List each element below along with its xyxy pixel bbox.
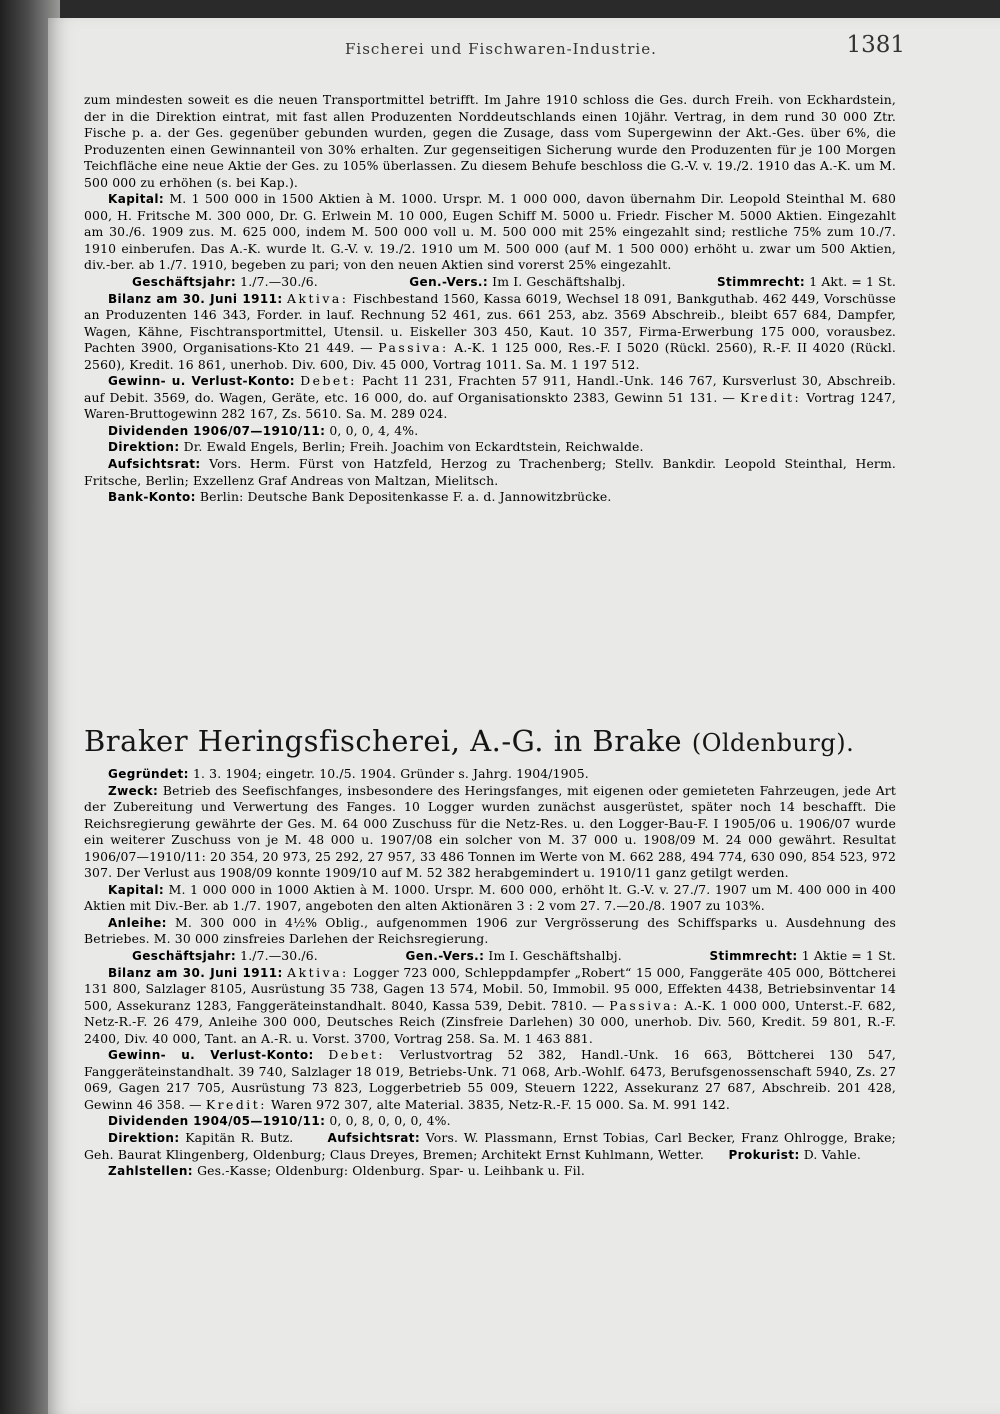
dividenden-label: Dividenden 1906/07—1910/11:	[108, 423, 326, 438]
gen-vers-label: Gen.-Vers.:	[405, 949, 485, 964]
section-fischerei-continued	[84, 92, 896, 506]
gegruendet-label: Gegründet:	[108, 767, 189, 781]
bilanz-label: Bilanz am 30. Juni 1911:	[108, 291, 283, 306]
gen-vers-label: Gen.-Vers.:	[409, 275, 489, 290]
section-braker-heringsfischerei	[84, 766, 896, 1180]
bank-konto-label: Bank-Konto:	[108, 490, 196, 505]
zahlstellen-label: Zahlstellen:	[108, 1164, 193, 1179]
company-location: (Oldenburg).	[691, 729, 855, 757]
intro-paragraph: zum mindesten soweit es die neuen Transportmittel betrifft. Im Jahre 1910 schloss die Ges. durch Freih. von Eckhardstein, der in die Direktion eintrat, mit fast allen Produzenten Norddeutschlands einen 10jähr. Vertrag, in dem rund 30 000 Ztr. Fische p. a. der Ges. gegenüber gebunden wurden, gegen die Zusage, dass vom Supergewinn der Akt.-Ges. über 6%, die Produzenten einen Gewinnanteil von 30% erhalten. Zur gegenseitigen Sicherung wurde den Produzenten für je 100 Morgen Teichfläche eine neue Aktie der Ges. zu 105% überlassen. Zu diesem Behufe beschloss die G.-V. v. 19./2. 1910 das A.-K. um M. 500 000 zu erhöhen (s. bei Kap.).	[84, 92, 897, 190]
bank-konto-paragraph: Bank-Konto: Berlin: Deutsche Bank Depositenkasse F. a. d. Jannowitzbrücke.	[108, 489, 612, 505]
page-header	[345, 30, 905, 60]
bilanz-label: Bilanz am 30. Juni 1911:	[108, 965, 283, 980]
aufsichtsrat-label: Aufsichtsrat:	[327, 1131, 421, 1146]
stimmrecht-label: Stimmrecht:	[716, 275, 806, 290]
page-number: 1381	[846, 32, 905, 58]
kapital-paragraph: Kapital: M. 1 500 000 in 1500 Aktien à M. 1000. Urspr. M. 1 000 000, davon übernahm Dir. Leopold Steinthal M. 680 000, H. Fritsche M. 300 000, Dr. G. Erlwein M. 10 000, Eugen Schiff M. 5000 u. Friedr. Fischer M. 5000 Aktien. Eingezahlt am 30./6. 1909 zus. M. 625 000, indem M. 500 000 voll u. M. 500 000 mit 25% eingezahlt sind; restliche 75% zum 10./7. 1910 einberufen. Das A.-K. wurde lt. G.-V. v. 19./2. 1910 um M. 500 000 (auf M. 1 500 000) erhöht u. zwar um 500 Aktien, div.-ber. ab 1./7. 1910, begeben zu pari; von den neuen Aktien sind vorerst 25% eingezahlt.	[84, 191, 897, 273]
guv-paragraph: Gewinn- u. Verlust-Konto: Debet: Verlustvortrag 52 382, Handl.-Unk. 16 663, Böttcherei 130 547, Fanggeräteinstandhalt. 39 740, Salzlager 18 019, Betriebs-Unk. 71 068, Arb.-Wohlf. 6473, Berufsgenossenschaft 5940, Zs. 27 069, Gagen 217 705, Ausrüstung 73 823, Loggerbetrieb 55 009, Steuern 1222, Assekuranz 27 687, Abschreib. 201 428, Gewinn 46 358. — Kredit: Waren 972 307, alte Material. 3835, Netz-R.-F. 15 000. Sa. M. 991 142.	[84, 1047, 896, 1112]
kapital-paragraph: Kapital: M. 1 000 000 in 1000 Aktien à M. 1000. Urspr. M. 600 000, erhöht lt. G.-V. v. 27./7. 1907 um M. 400 000 in 400 Aktien mit Div.-Ber. ab 1./7. 1907, angeboten den alten Aktionären 3 : 2 vom 27. 7.—20./8. 1907 zu 103%.	[84, 881, 896, 914]
bilanz-paragraph: Bilanz am 30. Juni 1911: Aktiva: Fischbestand 1560, Kassa 6019, Wechsel 18 091, Bankguthab. 462 449, Vorschüsse an Produzenten 146 343, Forder. in lauf. Rechnung 52 461, zus. 661 253, abz. 3569 Abschreib., bleibt 657 684, Dampfer, Wagen, Kähne, Fischtransportmittel, Utensil. u. Eiskeller 303 450, Kaut. 10 357, Firma-Erwerbung 175 000, vorausbez. Pachten 3900, Organisations-Kto 21 449. — Passiva: A.-K. 1 125 000, Res.-F. I 5020 (Rückl. 2560), R.-F. II 4020 (Rückl. 2560), Kredit. 16 861, unerhob. Div. 600, Div. 45 000, Vortrag 1011. Sa. M. 1 197 512.	[84, 290, 897, 372]
geschaeftsjahr-row: Geschäftsjahr: 1./7.—30./6. Gen.-Vers.: Im I. Geschäftshalbj. Stimmrecht: 1 Aktie = 1 St.	[132, 948, 896, 964]
geschaeftsjahr-row: Geschäftsjahr: 1./7.—30./6. Gen.-Vers.: Im I. Geschäftshalbj. Stimmrecht: 1 Akt. = 1 St.	[132, 274, 896, 290]
geschaeftsjahr-label: Geschäftsjahr:	[132, 949, 237, 964]
aufsichtsrat-paragraph: Aufsichtsrat: Vors. Herm. Fürst von Hatzfeld, Herzog zu Trachenberg; Stellv. Bankdir. Leopold Steinthal, Herm. Fritsche, Berlin; Exzellenz Graf Andreas von Maltzan, Mielitsch.	[84, 456, 896, 488]
guv-label: Gewinn- u. Verlust-Konto:	[108, 374, 295, 389]
stimmrecht-label: Stimmrecht:	[709, 949, 798, 964]
gegruendet-paragraph: Gegründet: 1. 3. 1904; eingetr. 10./5. 1904. Gründer s. Jahrg. 1904/1905.	[108, 766, 589, 781]
prokurist-label: Prokurist:	[728, 1147, 800, 1162]
anleihe-paragraph: Anleihe: M. 300 000 in 4½% Oblig., aufgenommen 1906 zur Vergrösserung des Schiffsparks u. Ausdehnung des Betriebes. M. 30 000 zinsfreies Darlehen der Reichsregierung.	[84, 914, 896, 947]
guv-paragraph: Gewinn- u. Verlust-Konto: Debet: Pacht 11 231, Frachten 57 911, Handl.-Unk. 146 767, Kursverlust 30, Abschreib. auf Debit. 3569, do. Wagen, Geräte, etc. 16 000, do. auf Organisationskto 2383, Gewinn 51 131. — Kredit: Vortrag 1247, Waren-Bruttogewinn 282 167, Zs. 5610. Sa. M. 289 024.	[84, 373, 897, 422]
direktion-paragraph: Direktion: Dr. Ewald Engels, Berlin; Freih. Joachim von Eckardtstein, Reichwalde.	[108, 439, 644, 455]
dividenden-label: Dividenden 1904/05—1910/11:	[108, 1114, 326, 1129]
dividenden-paragraph: Dividenden 1904/05—1910/11: 0, 0, 8, 0, 0, 0, 4%.	[108, 1113, 451, 1129]
anleihe-label: Anleihe:	[108, 915, 167, 930]
direktion-label: Direktion:	[108, 440, 180, 455]
dividenden-paragraph: Dividenden 1906/07—1910/11: 0, 0, 0, 4, 4%.	[108, 422, 419, 438]
geschaeftsjahr-label: Geschäftsjahr:	[132, 275, 237, 290]
zahlstellen-paragraph: Zahlstellen: Ges.-Kasse; Oldenburg: Oldenburg. Spar- u. Leihbank u. Fil.	[108, 1163, 585, 1179]
kapital-label: Kapital:	[108, 882, 165, 897]
direktion-label: Direktion:	[108, 1131, 180, 1146]
bilanz-paragraph: Bilanz am 30. Juni 1911: Aktiva: Logger 723 000, Schleppdampfer „Robert“ 15 000, Fanggeräte 405 000, Böttcherei 131 800, Salzlager 8105, Ausrüstung 35 738, Gagen 13 574, Mobil. 50, Immobil. 95 000, Effekten 4438, Betriebsinventar 14 500, Assekuranz 1283, Fanggeräteinstandhalt. 8040, Kassa 539, Debit. 7810. — Passiva: A.-K. 1 000 000, Unterst.-F. 682, Netz-R.-F. 26 479, Anleihe 300 000, Deutsches Reich (Zinsfreie Darlehen) 30 000, unerhob. Div. 560, Kredit. 59 801, R.-F. 2400, Div. 40 000, Tant. an A.-R. u. Vorst. 3700, Vortrag 258. Sa. M. 1 463 881.	[84, 964, 897, 1046]
kapital-label: Kapital:	[108, 192, 165, 207]
aufsichtsrat-label: Aufsichtsrat:	[108, 457, 201, 472]
zweck-label: Zweck:	[108, 783, 159, 798]
company-name: Braker Heringsfischerei, A.-G. in Brake	[84, 724, 683, 758]
guv-label: Gewinn- u. Verlust-Konto:	[108, 1048, 314, 1063]
direktion-aufsichtsrat-paragraph: Direktion: Kapitän R. Butz. Aufsichtsrat: Vors. W. Plassmann, Ernst Tobias, Carl Becker, Franz Ohlrogge, Brake; Geh. Baurat Klingenberg, Oldenburg; Claus Dreyes, Bremen; Architekt Ernst Kuhlmann, Wetter. Prokurist: D. Vahle.	[84, 1130, 896, 1162]
zweck-paragraph: Zweck: Betrieb des Seefischfanges, insbesondere des Heringsfanges, mit eigenen oder gemieteten Fahrzeugen, jede Art der Zubereitung und Verwertung des Fanges. 10 Logger wurden zunächst ausgerüstet, später noch 14 beschafft. Die Reichsregierung gewährte der Ges. M. 64 000 Zuschuss für die Netz-Res. u. den Logger-Bau-F. I 1905/06 u. 1906/07 wurde ein weiterer Zuschuss von je M. 48 000 u. 1907/08 ein solcher von M. 37 000 u. 1908/09 M. 24 000 gewährt. Resultat 1906/07—1910/11: 20 354, 20 973, 25 292, 27 957, 33 486 Tonnen im Werte von M. 662 288, 494 774, 630 090, 854 523, 972 307. Der Verlust aus 1908/09 konnte 1909/10 auf M. 52 382 herabgemindert u. 1910/11 ganz getilgt werden.	[84, 782, 896, 881]
company-heading	[84, 724, 896, 758]
running-title: Fischerei und Fischwaren-Industrie.	[345, 40, 657, 58]
